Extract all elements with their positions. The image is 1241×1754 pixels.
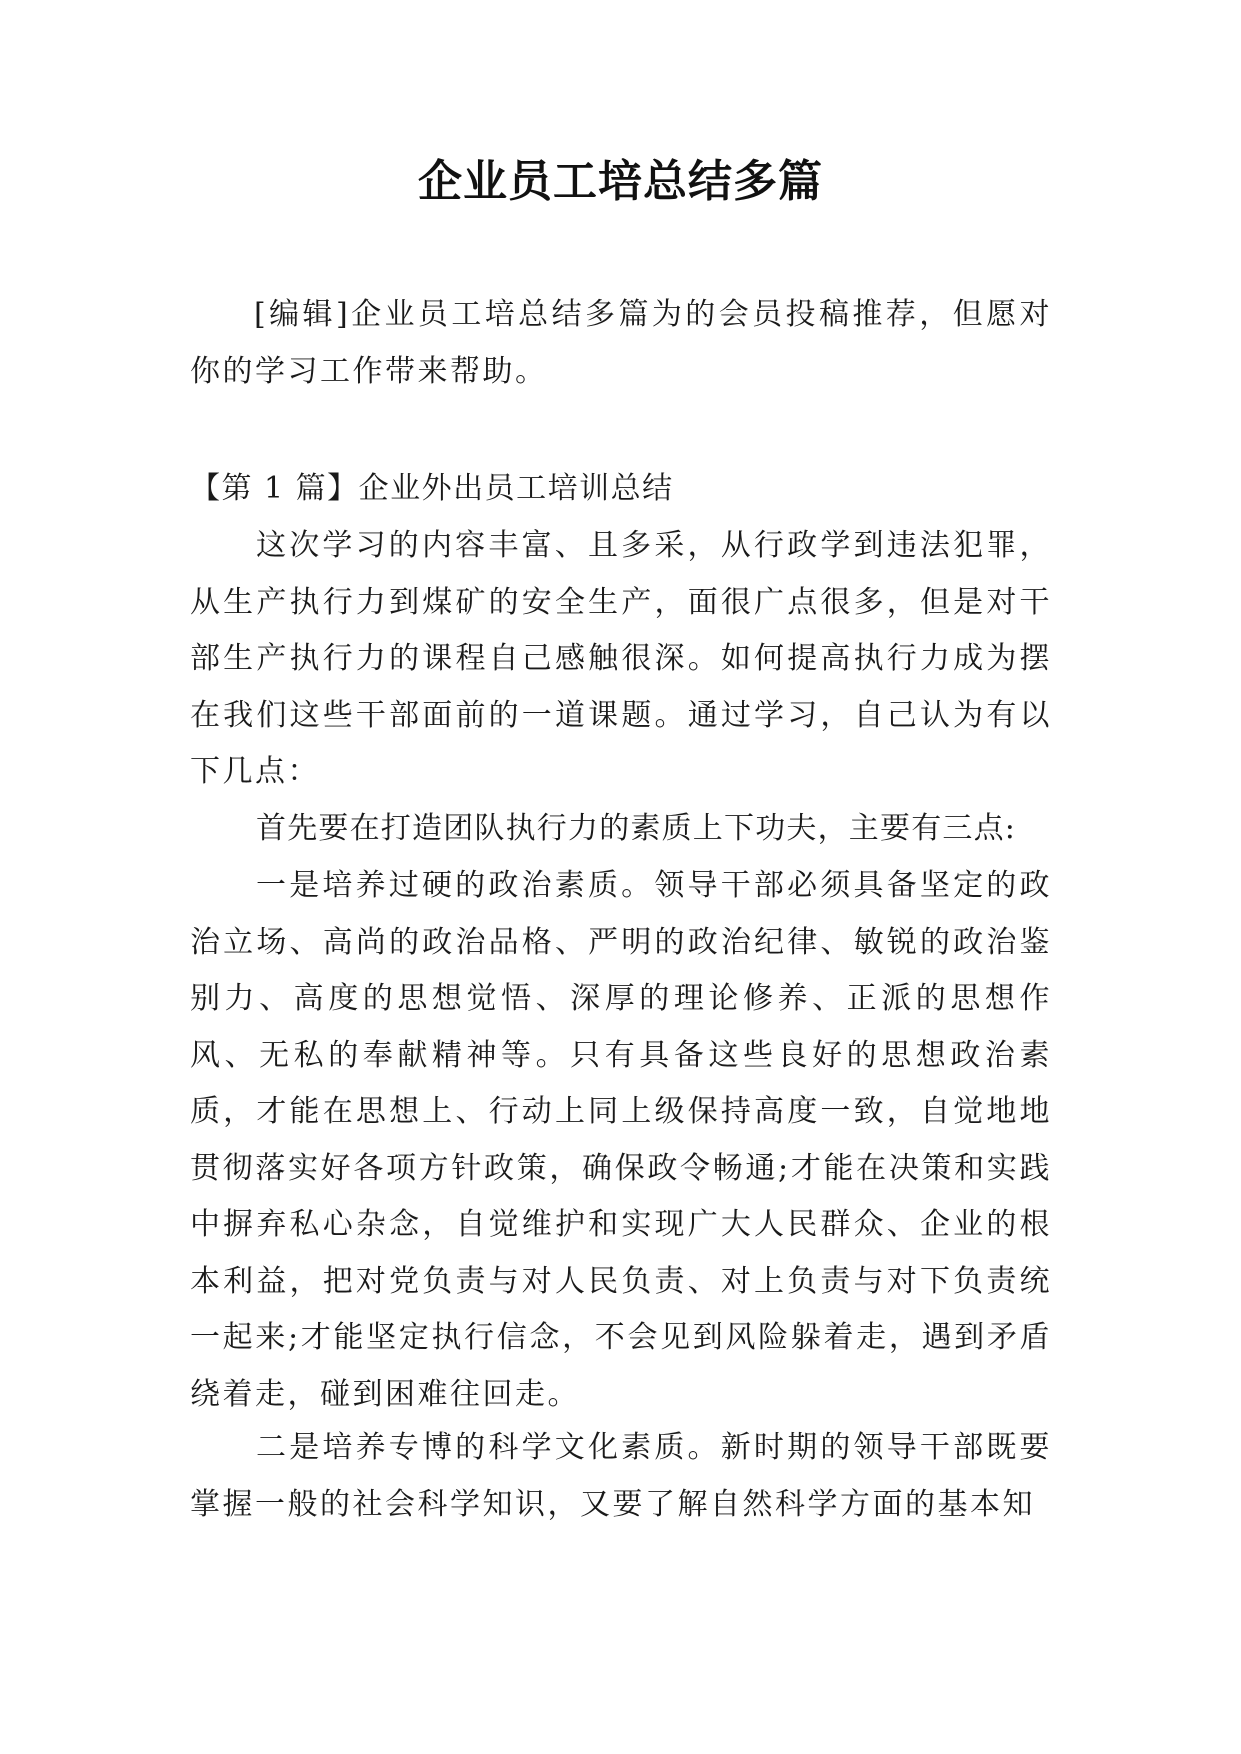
- body-paragraph: 一是培养过硬的政治素质。领导干部必须具备坚定的政治立场、高尚的政治品格、严明的政治纪律、敏锐的政治鉴别力、高度的思想觉悟、深厚的理论修养、正派的思想作风、无私的奉献精神等。只有具备这些良好的思想政治素质，才能在思想上、行动上同上级保持高度一致，自觉地地贯彻落实好各项方针政策，确保政令畅通;才能在决策和实践中摒弃私心杂念，自觉维护和实现广大人民群众、企业的根本利益，把对党负责与对人民负责、对上负责与对下负责统一起来;才能坚定执行信念，不会见到风险躲着走，遇到矛盾绕着走，碰到困难往回走。: [190, 868, 1052, 1412]
- document-title: 企业员工培总结多篇: [418, 156, 823, 207]
- body-paragraph: 这次学习的内容丰富、且多采，从行政学到违法犯罪，从生产执行力到煤矿的安全生产，面很广点很多，但是对干部生产执行力的课程自己感触很深。如何提高执行力成为摆在我们这些干部面前的一道课题。通过学习，自己认为有以下几点：: [190, 528, 1052, 789]
- body-paragraph: 二是培养专博的科学文化素质。新时期的领导干部既要掌握一般的社会科学知识，又要了解自然科学方面的基本知: [190, 1430, 1052, 1522]
- section-heading: 【第 1 篇】企业外出员工培训总结: [190, 471, 674, 506]
- intro-paragraph: [编辑]企业员工培总结多篇为的会员投稿推荐，但愿对你的学习工作带来帮助。: [190, 297, 1052, 389]
- body-paragraph: 首先要在打造团队执行力的素质上下功夫，主要有三点:: [256, 811, 1017, 846]
